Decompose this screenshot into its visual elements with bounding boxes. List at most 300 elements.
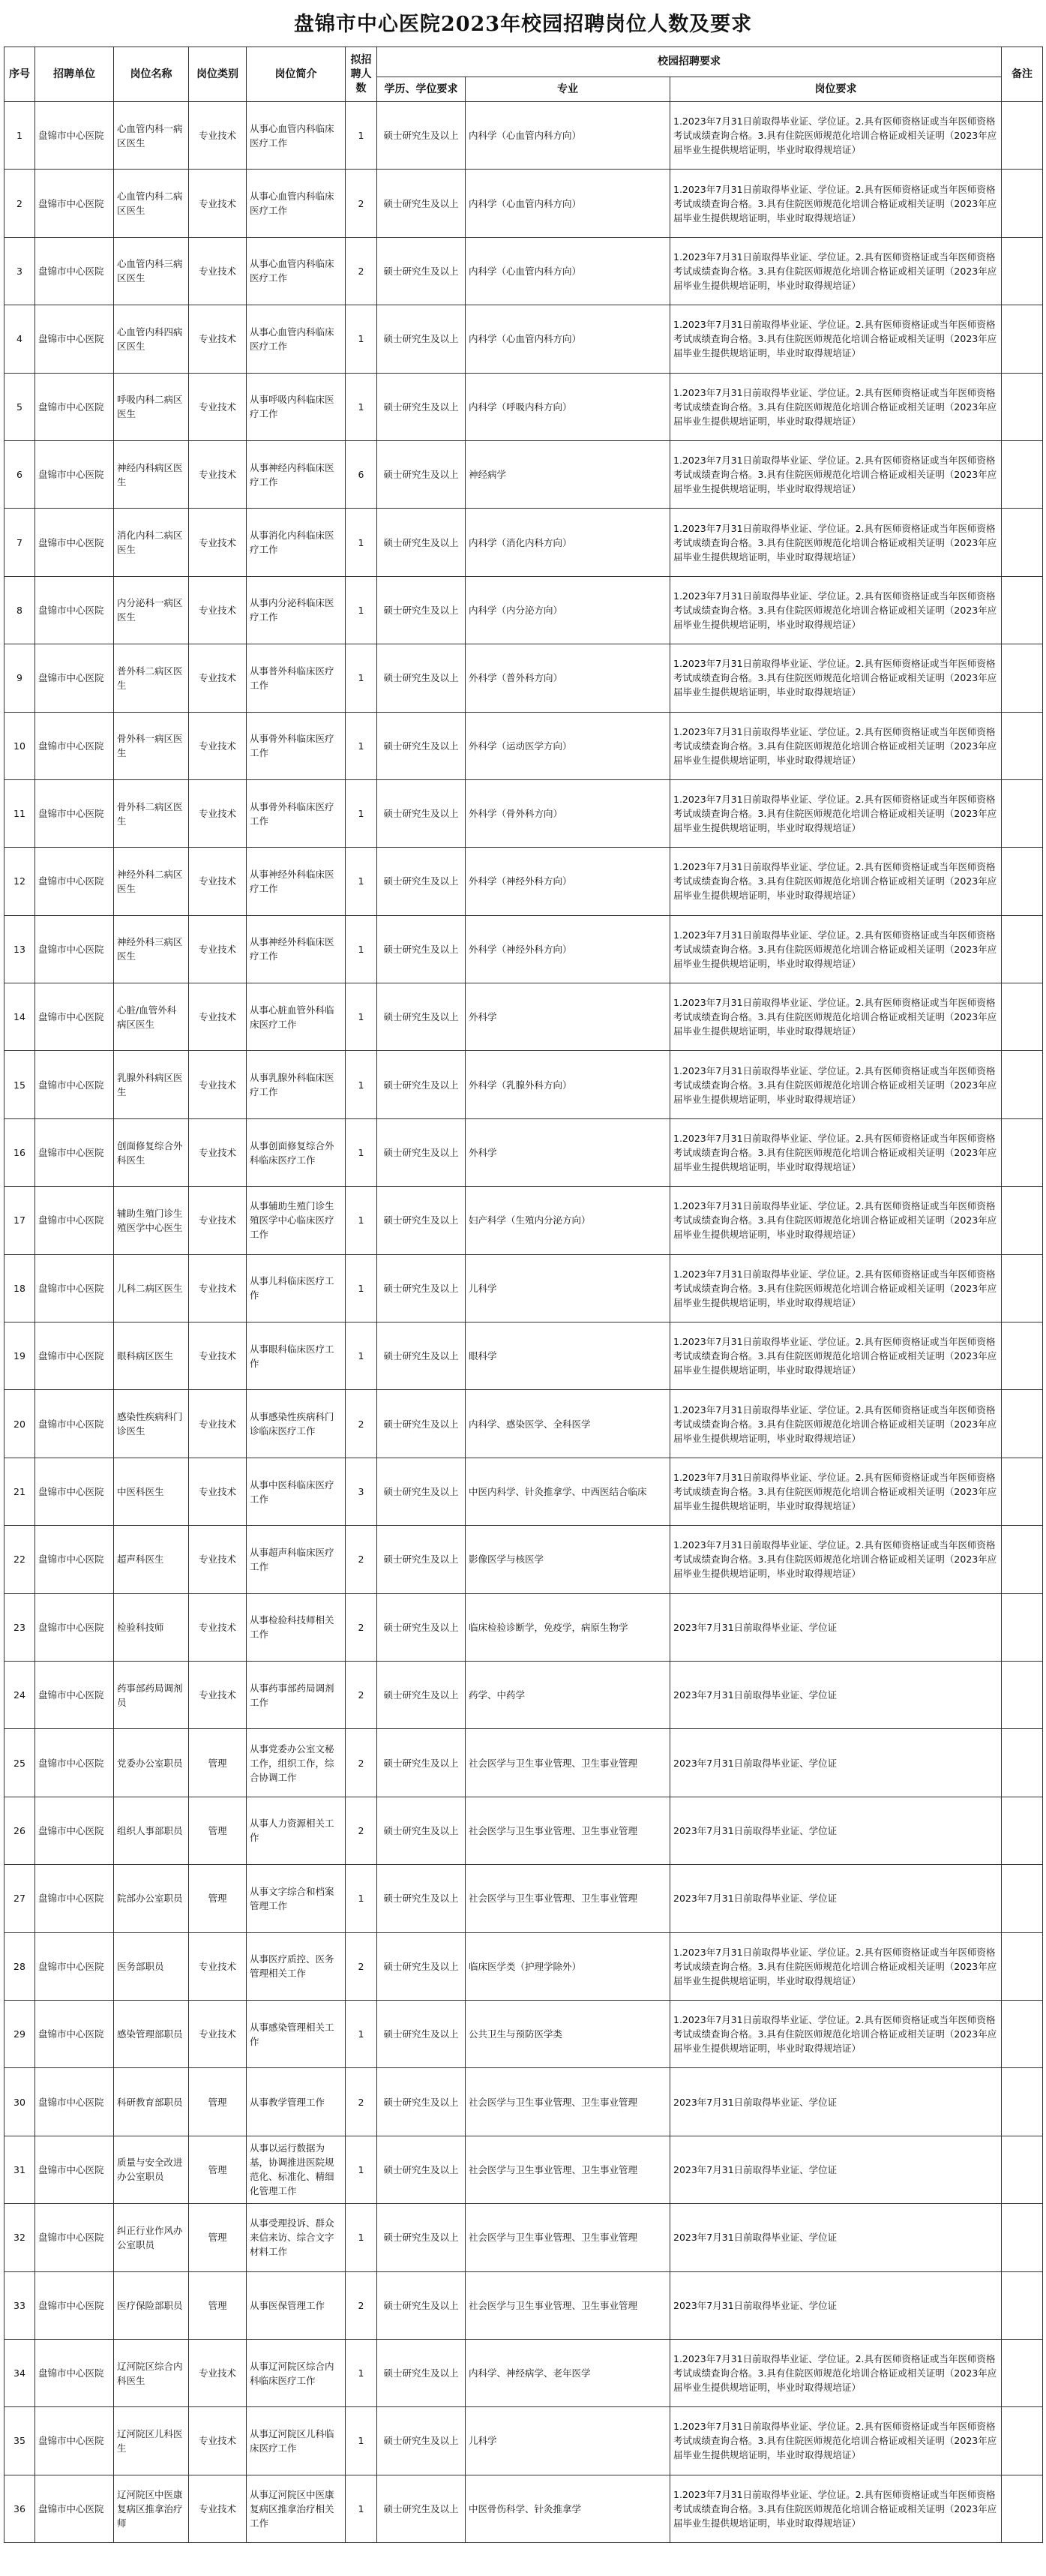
cell-seq: 20	[4, 1390, 35, 1458]
table-row	[4, 305, 1043, 373]
cell-note	[1002, 1661, 1043, 1728]
cell-edu: 硕士研究生及以上	[377, 1390, 466, 1458]
cell-unit: 盘锦市中心医院	[35, 2136, 114, 2203]
cell-requirements: 1.2023年7月31日前取得毕业证、学位证。2.具有医师资格证或当年医师资格考试成绩查询合格。3.具有住院医师规范化培训合格证或相关证明（2023年应届毕业生提供规培证明，毕业时取得规培证）	[670, 2339, 1002, 2406]
table-row	[4, 2204, 1043, 2271]
cell-category: 专业技术	[189, 1254, 247, 1322]
cell-major: 儿科学	[466, 1254, 670, 1322]
cell-unit: 盘锦市中心医院	[35, 2475, 114, 2542]
cell-seq: 3	[4, 237, 35, 305]
cell-intro: 从事普外科临床医疗工作	[247, 644, 346, 712]
cell-position: 感染性疾病科门诊医生	[114, 1390, 189, 1458]
cell-position: 中医科医生	[114, 1458, 189, 1525]
header-unit: 招聘单位	[35, 47, 114, 102]
table-row	[4, 779, 1043, 847]
cell-unit: 盘锦市中心医院	[35, 712, 114, 779]
cell-intro: 从事消化内科临床医疗工作	[247, 509, 346, 576]
table-row	[4, 712, 1043, 779]
cell-seq: 28	[4, 1932, 35, 2000]
cell-seq: 6	[4, 440, 35, 508]
table-row	[4, 1932, 1043, 2000]
cell-position: 超声科医生	[114, 1526, 189, 1593]
cell-requirements: 2023年7月31日前取得毕业证、学位证	[670, 2136, 1002, 2203]
cell-note	[1002, 2068, 1043, 2136]
cell-major: 妇产科学（生殖内分泌方向）	[466, 1187, 670, 1254]
table-row	[4, 237, 1043, 305]
table-row	[4, 2271, 1043, 2339]
cell-requirements: 2023年7月31日前取得毕业证、学位证	[670, 2271, 1002, 2339]
table-row	[4, 509, 1043, 576]
cell-edu: 硕士研究生及以上	[377, 1051, 466, 1118]
cell-position: 检验科技师	[114, 1593, 189, 1661]
cell-seq: 17	[4, 1187, 35, 1254]
cell-note	[1002, 1323, 1043, 1390]
cell-position: 辅助生殖门诊生殖医学中心医生	[114, 1187, 189, 1254]
cell-major: 内科学、神经病学、老年医学	[466, 2339, 670, 2406]
cell-unit: 盘锦市中心医院	[35, 1051, 114, 1118]
table-row	[4, 2407, 1043, 2475]
cell-note	[1002, 1797, 1043, 1864]
cell-seq: 29	[4, 2000, 35, 2067]
table-row	[4, 848, 1043, 915]
cell-major: 社会医学与卫生事业管理、卫生事业管理	[466, 2204, 670, 2271]
cell-edu: 硕士研究生及以上	[377, 1323, 466, 1390]
cell-major: 社会医学与卫生事业管理、卫生事业管理	[466, 1865, 670, 1932]
cell-edu: 硕士研究生及以上	[377, 915, 466, 983]
cell-edu: 硕士研究生及以上	[377, 1932, 466, 2000]
cell-seq: 21	[4, 1458, 35, 1525]
cell-seq: 1	[4, 102, 35, 170]
cell-intro: 从事心血管内科临床医疗工作	[247, 305, 346, 373]
cell-position: 心脏/血管外科病区医生	[114, 983, 189, 1051]
cell-edu: 硕士研究生及以上	[377, 779, 466, 847]
cell-requirements: 1.2023年7月31日前取得毕业证、学位证。2.具有医师资格证或当年医师资格考试成绩查询合格。3.具有住院医师规范化培训合格证或相关证明（2023年应届毕业生提供规培证明，毕业时取得规培证）	[670, 1254, 1002, 1322]
cell-major: 临床检验诊断学，免疫学，病原生物学	[466, 1593, 670, 1661]
cell-unit: 盘锦市中心医院	[35, 1661, 114, 1728]
table-row	[4, 170, 1043, 237]
cell-position: 骨外科一病区医生	[114, 712, 189, 779]
cell-intro: 从事药事部药局调剂工作	[247, 1661, 346, 1728]
cell-position: 医务部职员	[114, 1932, 189, 2000]
cell-major: 内科学（心血管内科方向）	[466, 102, 670, 170]
cell-note	[1002, 1526, 1043, 1593]
cell-category: 专业技术	[189, 779, 247, 847]
cell-count: 2	[346, 1729, 377, 1797]
cell-major: 内科学（心血管内科方向）	[466, 305, 670, 373]
cell-intro: 从事党委办公室文秘工作，组织工作，综合协调工作	[247, 1729, 346, 1797]
cell-position: 医疗保险部职员	[114, 2271, 189, 2339]
table-row	[4, 1458, 1043, 1525]
cell-category: 专业技术	[189, 305, 247, 373]
page-title: 盘锦市中心医院2023年校园招聘岗位人数及要求	[293, 13, 753, 36]
cell-edu: 硕士研究生及以上	[377, 576, 466, 644]
cell-major: 社会医学与卫生事业管理、卫生事业管理	[466, 2136, 670, 2203]
cell-category: 专业技术	[189, 712, 247, 779]
cell-category: 专业技术	[189, 2407, 247, 2475]
cell-note	[1002, 2271, 1043, 2339]
cell-edu: 硕士研究生及以上	[377, 2000, 466, 2067]
cell-category: 专业技术	[189, 2339, 247, 2406]
cell-requirements: 1.2023年7月31日前取得毕业证、学位证。2.具有医师资格证或当年医师资格考试成绩查询合格。3.具有住院医师规范化培训合格证或相关证明（2023年应届毕业生提供规培证明，毕业时取得规培证）	[670, 644, 1002, 712]
cell-edu: 硕士研究生及以上	[377, 509, 466, 576]
cell-seq: 16	[4, 1118, 35, 1186]
cell-count: 1	[346, 2475, 377, 2542]
cell-unit: 盘锦市中心医院	[35, 237, 114, 305]
cell-requirements: 1.2023年7月31日前取得毕业证、学位证。2.具有医师资格证或当年医师资格考试成绩查询合格。3.具有住院医师规范化培训合格证或相关证明（2023年应届毕业生提供规培证明，毕业时取得规培证）	[670, 170, 1002, 237]
table-row	[4, 1118, 1043, 1186]
cell-intro: 从事创面修复综合外科临床医疗工作	[247, 1118, 346, 1186]
cell-edu: 硕士研究生及以上	[377, 305, 466, 373]
cell-count: 2	[346, 1593, 377, 1661]
cell-intro: 从事心血管内科临床医疗工作	[247, 237, 346, 305]
cell-seq: 18	[4, 1254, 35, 1322]
cell-edu: 硕士研究生及以上	[377, 1797, 466, 1864]
cell-requirements: 1.2023年7月31日前取得毕业证、学位证。2.具有医师资格证或当年医师资格考试成绩查询合格。3.具有住院医师规范化培训合格证或相关证明（2023年应届毕业生提供规培证明，毕业时取得规培证）	[670, 779, 1002, 847]
cell-count: 1	[346, 915, 377, 983]
cell-intro: 从事感染性疾病科门诊临床医疗工作	[247, 1390, 346, 1458]
cell-note	[1002, 983, 1043, 1051]
cell-unit: 盘锦市中心医院	[35, 1526, 114, 1593]
cell-note	[1002, 1729, 1043, 1797]
cell-category: 专业技术	[189, 1526, 247, 1593]
cell-edu: 硕士研究生及以上	[377, 170, 466, 237]
cell-seq: 19	[4, 1323, 35, 1390]
cell-count: 1	[346, 2136, 377, 2203]
header-position: 岗位名称	[114, 47, 189, 102]
cell-count: 1	[346, 2000, 377, 2067]
cell-major: 临床医学类（护理学除外）	[466, 1932, 670, 2000]
table-body	[4, 102, 1043, 2543]
cell-count: 1	[346, 2339, 377, 2406]
cell-count: 2	[346, 2068, 377, 2136]
cell-count: 1	[346, 2204, 377, 2271]
cell-intro: 从事心脏血管外科临床医疗工作	[247, 983, 346, 1051]
cell-seq: 5	[4, 373, 35, 440]
table-row	[4, 1323, 1043, 1390]
cell-requirements: 1.2023年7月31日前取得毕业证、学位证。2.具有医师资格证或当年医师资格考试成绩查询合格。3.具有住院医师规范化培训合格证或相关证明（2023年应届毕业生提供规培证明，毕业时取得规培证）	[670, 1118, 1002, 1186]
cell-major: 外科学	[466, 1118, 670, 1186]
cell-seq: 2	[4, 170, 35, 237]
cell-requirements: 2023年7月31日前取得毕业证、学位证	[670, 1797, 1002, 1864]
cell-edu: 硕士研究生及以上	[377, 102, 466, 170]
cell-major: 社会医学与卫生事业管理、卫生事业管理	[466, 2271, 670, 2339]
cell-requirements: 1.2023年7月31日前取得毕业证、学位证。2.具有医师资格证或当年医师资格考试成绩查询合格。3.具有住院医师规范化培训合格证或相关证明（2023年应届毕业生提供规培证明，毕业时取得规培证）	[670, 1526, 1002, 1593]
cell-position: 药事部药局调剂员	[114, 1661, 189, 1728]
cell-seq: 24	[4, 1661, 35, 1728]
cell-count: 2	[346, 2271, 377, 2339]
table-row	[4, 1865, 1043, 1932]
cell-category: 专业技术	[189, 983, 247, 1051]
cell-intro: 从事骨外科临床医疗工作	[247, 779, 346, 847]
cell-unit: 盘锦市中心医院	[35, 915, 114, 983]
table-row	[4, 1797, 1043, 1864]
cell-category: 专业技术	[189, 1051, 247, 1118]
cell-position: 辽河院区儿科医生	[114, 2407, 189, 2475]
cell-requirements: 1.2023年7月31日前取得毕业证、学位证。2.具有医师资格证或当年医师资格考试成绩查询合格。3.具有住院医师规范化培训合格证或相关证明（2023年应届毕业生提供规培证明，毕业时取得规培证）	[670, 1390, 1002, 1458]
table-row	[4, 915, 1043, 983]
cell-unit: 盘锦市中心医院	[35, 2407, 114, 2475]
cell-intro: 从事文字综合和档案管理工作	[247, 1865, 346, 1932]
cell-requirements: 1.2023年7月31日前取得毕业证、学位证。2.具有医师资格证或当年医师资格考试成绩查询合格。3.具有住院医师规范化培训合格证或相关证明（2023年应届毕业生提供规培证明，毕业时取得规培证）	[670, 1323, 1002, 1390]
cell-requirements: 1.2023年7月31日前取得毕业证、学位证。2.具有医师资格证或当年医师资格考试成绩查询合格。3.具有住院医师规范化培训合格证或相关证明（2023年应届毕业生提供规培证明，毕业时取得规培证）	[670, 1458, 1002, 1525]
cell-note	[1002, 509, 1043, 576]
cell-count: 1	[346, 509, 377, 576]
recruitment-table	[4, 47, 1043, 2543]
cell-count: 1	[346, 712, 377, 779]
table-row	[4, 1254, 1043, 1322]
cell-edu: 硕士研究生及以上	[377, 1729, 466, 1797]
cell-major: 社会医学与卫生事业管理、卫生事业管理	[466, 2068, 670, 2136]
cell-unit: 盘锦市中心医院	[35, 644, 114, 712]
header-group: 校园招聘要求	[377, 47, 1002, 77]
cell-major: 外科学（骨外科方向）	[466, 779, 670, 847]
table-row	[4, 2339, 1043, 2406]
cell-note	[1002, 2475, 1043, 2542]
table-row	[4, 1187, 1043, 1254]
cell-note	[1002, 779, 1043, 847]
cell-edu: 硕士研究生及以上	[377, 440, 466, 508]
cell-category: 管理	[189, 2204, 247, 2271]
cell-note	[1002, 712, 1043, 779]
cell-seq: 35	[4, 2407, 35, 2475]
cell-edu: 硕士研究生及以上	[377, 2068, 466, 2136]
cell-note	[1002, 1865, 1043, 1932]
cell-requirements: 2023年7月31日前取得毕业证、学位证	[670, 1593, 1002, 1661]
cell-requirements: 2023年7月31日前取得毕业证、学位证	[670, 2068, 1002, 2136]
cell-unit: 盘锦市中心医院	[35, 1932, 114, 2000]
cell-seq: 7	[4, 509, 35, 576]
table-row	[4, 1526, 1043, 1593]
cell-unit: 盘锦市中心医院	[35, 1865, 114, 1932]
cell-category: 专业技术	[189, 1458, 247, 1525]
table-row	[4, 576, 1043, 644]
cell-category: 管理	[189, 1865, 247, 1932]
cell-unit: 盘锦市中心医院	[35, 983, 114, 1051]
cell-intro: 从事辅助生殖门诊生殖医学中心临床医疗工作	[247, 1187, 346, 1254]
cell-edu: 硕士研究生及以上	[377, 373, 466, 440]
cell-intro: 从事人力资源相关工作	[247, 1797, 346, 1864]
cell-unit: 盘锦市中心医院	[35, 1254, 114, 1322]
cell-edu: 硕士研究生及以上	[377, 1118, 466, 1186]
cell-major: 神经病学	[466, 440, 670, 508]
cell-edu: 硕士研究生及以上	[377, 1458, 466, 1525]
cell-category: 专业技术	[189, 1932, 247, 2000]
cell-category: 管理	[189, 2068, 247, 2136]
cell-category: 专业技术	[189, 1593, 247, 1661]
cell-seq: 23	[4, 1593, 35, 1661]
cell-position: 呼吸内科二病区医生	[114, 373, 189, 440]
cell-count: 1	[346, 2407, 377, 2475]
header-major: 专业	[466, 77, 670, 102]
cell-edu: 硕士研究生及以上	[377, 983, 466, 1051]
cell-unit: 盘锦市中心医院	[35, 373, 114, 440]
cell-position: 眼科病区医生	[114, 1323, 189, 1390]
cell-major: 外科学（运动医学方向）	[466, 712, 670, 779]
cell-seq: 32	[4, 2204, 35, 2271]
cell-unit: 盘锦市中心医院	[35, 576, 114, 644]
cell-requirements: 2023年7月31日前取得毕业证、学位证	[670, 1661, 1002, 1728]
cell-note	[1002, 915, 1043, 983]
cell-count: 2	[346, 237, 377, 305]
cell-position: 心血管内科三病区医生	[114, 237, 189, 305]
cell-requirements: 1.2023年7月31日前取得毕业证、学位证。2.具有医师资格证或当年医师资格考试成绩查询合格。3.具有住院医师规范化培训合格证或相关证明（2023年应届毕业生提供规培证明，毕业时取得规培证）	[670, 1932, 1002, 2000]
cell-intro: 从事医疗质控、医务管理相关工作	[247, 1932, 346, 2000]
table-row	[4, 1729, 1043, 1797]
cell-unit: 盘锦市中心医院	[35, 1797, 114, 1864]
cell-category: 专业技术	[189, 102, 247, 170]
cell-seq: 4	[4, 305, 35, 373]
cell-note	[1002, 576, 1043, 644]
cell-note	[1002, 2204, 1043, 2271]
cell-requirements: 1.2023年7月31日前取得毕业证、学位证。2.具有医师资格证或当年医师资格考试成绩查询合格。3.具有住院医师规范化培训合格证或相关证明（2023年应届毕业生提供规培证明，毕业时取得规培证）	[670, 509, 1002, 576]
cell-position: 创面修复综合外科医生	[114, 1118, 189, 1186]
cell-intro: 从事心血管内科临床医疗工作	[247, 170, 346, 237]
cell-requirements: 1.2023年7月31日前取得毕业证、学位证。2.具有医师资格证或当年医师资格考试成绩查询合格。3.具有住院医师规范化培训合格证或相关证明（2023年应届毕业生提供规培证明，毕业时取得规培证）	[670, 983, 1002, 1051]
cell-count: 6	[346, 440, 377, 508]
cell-edu: 硕士研究生及以上	[377, 2407, 466, 2475]
cell-intro: 从事骨外科临床医疗工作	[247, 712, 346, 779]
cell-major: 影像医学与核医学	[466, 1526, 670, 1593]
header-note: 备注	[1002, 47, 1043, 102]
cell-edu: 硕士研究生及以上	[377, 1865, 466, 1932]
cell-note	[1002, 1932, 1043, 2000]
cell-edu: 硕士研究生及以上	[377, 1661, 466, 1728]
table-row	[4, 1661, 1043, 1728]
cell-count: 2	[346, 1797, 377, 1864]
cell-count: 1	[346, 576, 377, 644]
cell-intro: 从事教学管理工作	[247, 2068, 346, 2136]
cell-category: 专业技术	[189, 1323, 247, 1390]
cell-category: 专业技术	[189, 237, 247, 305]
cell-count: 1	[346, 1254, 377, 1322]
cell-major: 外科学	[466, 983, 670, 1051]
cell-note	[1002, 1187, 1043, 1254]
cell-requirements: 1.2023年7月31日前取得毕业证、学位证。2.具有医师资格证或当年医师资格考试成绩查询合格。3.具有住院医师规范化培训合格证或相关证明（2023年应届毕业生提供规培证明，毕业时取得规培证）	[670, 373, 1002, 440]
cell-position: 消化内科二病区医生	[114, 509, 189, 576]
table-row	[4, 440, 1043, 508]
table-row	[4, 1390, 1043, 1458]
cell-count: 2	[346, 1390, 377, 1458]
cell-unit: 盘锦市中心医院	[35, 305, 114, 373]
cell-position: 质量与安全改进办公室职员	[114, 2136, 189, 2203]
cell-position: 组织人事部职员	[114, 1797, 189, 1864]
cell-count: 1	[346, 779, 377, 847]
cell-category: 管理	[189, 2271, 247, 2339]
cell-note	[1002, 2407, 1043, 2475]
cell-count: 1	[346, 1051, 377, 1118]
cell-count: 1	[346, 373, 377, 440]
cell-unit: 盘锦市中心医院	[35, 2339, 114, 2406]
cell-category: 专业技术	[189, 2000, 247, 2067]
cell-category: 管理	[189, 1797, 247, 1864]
cell-count: 1	[346, 305, 377, 373]
cell-category: 管理	[189, 1729, 247, 1797]
cell-position: 感染管理部职员	[114, 2000, 189, 2067]
cell-count: 2	[346, 1526, 377, 1593]
cell-seq: 33	[4, 2271, 35, 2339]
cell-position: 纠正行业作风办公室职员	[114, 2204, 189, 2271]
cell-position: 心血管内科四病区医生	[114, 305, 189, 373]
cell-seq: 15	[4, 1051, 35, 1118]
cell-major: 内科学（消化内科方向）	[466, 509, 670, 576]
cell-major: 眼科学	[466, 1323, 670, 1390]
cell-category: 专业技术	[189, 1661, 247, 1728]
cell-intro: 从事儿科临床医疗工作	[247, 1254, 346, 1322]
cell-category: 专业技术	[189, 1390, 247, 1458]
cell-major: 公共卫生与预防医学类	[466, 2000, 670, 2067]
cell-intro: 从事内分泌科临床医疗工作	[247, 576, 346, 644]
cell-unit: 盘锦市中心医院	[35, 1118, 114, 1186]
header-count: 拟招聘人数	[346, 47, 377, 102]
cell-unit: 盘锦市中心医院	[35, 848, 114, 915]
cell-unit: 盘锦市中心医院	[35, 509, 114, 576]
cell-count: 1	[346, 1865, 377, 1932]
cell-count: 3	[346, 1458, 377, 1525]
cell-unit: 盘锦市中心医院	[35, 440, 114, 508]
cell-intro: 从事受理投诉、群众来信来访、综合文字材料工作	[247, 2204, 346, 2271]
cell-intro: 从事感染管理相关工作	[247, 2000, 346, 2067]
cell-note	[1002, 644, 1043, 712]
cell-intro: 从事呼吸内科临床医疗工作	[247, 373, 346, 440]
cell-requirements: 2023年7月31日前取得毕业证、学位证	[670, 2204, 1002, 2271]
cell-intro: 从事神经外科临床医疗工作	[247, 848, 346, 915]
cell-major: 内科学、感染医学、全科医学	[466, 1390, 670, 1458]
cell-count: 2	[346, 1932, 377, 2000]
cell-edu: 硕士研究生及以上	[377, 2475, 466, 2542]
cell-unit: 盘锦市中心医院	[35, 2068, 114, 2136]
cell-edu: 硕士研究生及以上	[377, 237, 466, 305]
cell-position: 科研教育部职员	[114, 2068, 189, 2136]
cell-note	[1002, 848, 1043, 915]
cell-unit: 盘锦市中心医院	[35, 170, 114, 237]
cell-category: 专业技术	[189, 373, 247, 440]
cell-requirements: 1.2023年7月31日前取得毕业证、学位证。2.具有医师资格证或当年医师资格考试成绩查询合格。3.具有住院医师规范化培训合格证或相关证明（2023年应届毕业生提供规培证明，毕业时取得规培证）	[670, 305, 1002, 373]
table-row	[4, 2136, 1043, 2203]
cell-major: 外科学（普外科方向）	[466, 644, 670, 712]
cell-unit: 盘锦市中心医院	[35, 2000, 114, 2067]
cell-category: 专业技术	[189, 440, 247, 508]
cell-position: 内分泌科一病区医生	[114, 576, 189, 644]
cell-category: 专业技术	[189, 2475, 247, 2542]
cell-intro: 从事检验科技师相关工作	[247, 1593, 346, 1661]
cell-seq: 30	[4, 2068, 35, 2136]
table-row	[4, 983, 1043, 1051]
cell-requirements: 1.2023年7月31日前取得毕业证、学位证。2.具有医师资格证或当年医师资格考试成绩查询合格。3.具有住院医师规范化培训合格证或相关证明（2023年应届毕业生提供规培证明，毕业时取得规培证）	[670, 576, 1002, 644]
cell-edu: 硕士研究生及以上	[377, 712, 466, 779]
cell-seq: 11	[4, 779, 35, 847]
cell-category: 专业技术	[189, 1118, 247, 1186]
table-row	[4, 102, 1043, 170]
table-row	[4, 1051, 1043, 1118]
cell-major: 社会医学与卫生事业管理、卫生事业管理	[466, 1797, 670, 1864]
cell-note	[1002, 1051, 1043, 1118]
cell-position: 神经外科二病区医生	[114, 848, 189, 915]
cell-category: 专业技术	[189, 576, 247, 644]
cell-requirements: 1.2023年7月31日前取得毕业证、学位证。2.具有医师资格证或当年医师资格考试成绩查询合格。3.具有住院医师规范化培训合格证或相关证明（2023年应届毕业生提供规培证明，毕业时取得规培证）	[670, 237, 1002, 305]
cell-unit: 盘锦市中心医院	[35, 102, 114, 170]
cell-major: 外科学（神经外科方向）	[466, 848, 670, 915]
cell-note	[1002, 440, 1043, 508]
cell-requirements: 1.2023年7月31日前取得毕业证、学位证。2.具有医师资格证或当年医师资格考试成绩查询合格。3.具有住院医师规范化培训合格证或相关证明（2023年应届毕业生提供规培证明，毕业时取得规培证）	[670, 102, 1002, 170]
cell-intro: 从事辽河院区综合内科临床医疗工作	[247, 2339, 346, 2406]
cell-intro: 从事神经外科临床医疗工作	[247, 915, 346, 983]
cell-unit: 盘锦市中心医院	[35, 1593, 114, 1661]
cell-seq: 9	[4, 644, 35, 712]
cell-position: 骨外科二病区医生	[114, 779, 189, 847]
cell-count: 1	[346, 1323, 377, 1390]
cell-seq: 10	[4, 712, 35, 779]
cell-edu: 硕士研究生及以上	[377, 1254, 466, 1322]
